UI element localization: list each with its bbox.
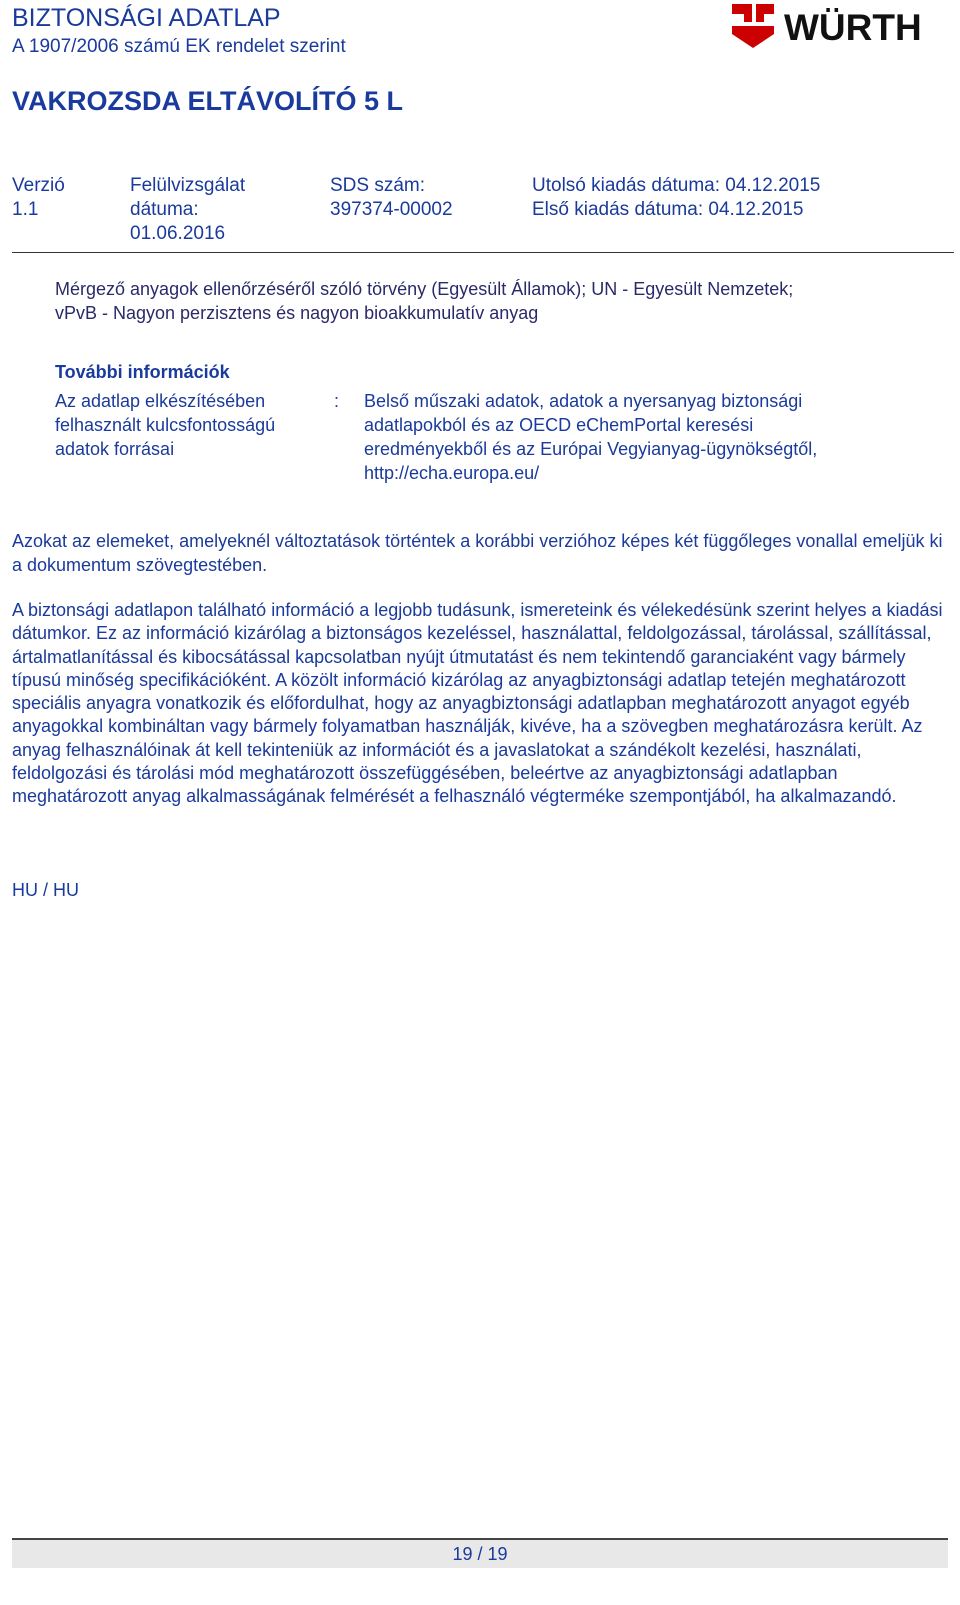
header-divider <box>12 252 954 253</box>
abbrev-line-2: vPvB - Nagyon perzisztens és nagyon bioakkumulatív anyag <box>55 303 539 323</box>
key-value-line-1: Belső műszaki adatok, adatok a nyersanyag biztonsági <box>364 391 803 411</box>
abbreviations-text <box>55 277 955 325</box>
document-subtitle: A 1907/2006 számú EK rendelet szerint <box>12 36 346 57</box>
review-date-value: 01.06.2016 <box>130 223 226 244</box>
wurth-logo-icon <box>730 0 955 52</box>
echa-link[interactable]: http://echa.europa.eu/ <box>364 463 540 483</box>
wurth-logo <box>730 0 955 52</box>
language-code: HU / HU <box>12 880 79 900</box>
key-label-line-3: adatok forrásai <box>55 439 175 459</box>
issue-dates-block <box>532 174 820 222</box>
review-date-block <box>130 174 245 246</box>
last-issue-date: Utolsó kiadás dátuma: 04.12.2015 <box>532 175 821 196</box>
changes-note-paragraph: Azokat az elemeket, amelyeknél változtatások történtek a korábbi verzióhoz képes két függőleges vonallal emeljük ki a dokumentum szövegtestében. <box>12 531 943 575</box>
section-heading-further-info: További információk <box>55 362 230 382</box>
disclaimer-paragraph: A biztonsági adatlapon található információ a legjobb tudásunk, ismereteink és vélekedésünk szerint helyes a kiadási dátumkor. Ez az információ kizárólag a biztonságos kezeléssel, használattal, feldolgozással, tárolással, szállítással, ártalmatlanítással és kibocsátással kapcsolatban nyújt útmutatást és nem tekintendő garanciaként vagy bármely típusú minőség specifikációként. A közölt információ kizárólag az anyagbiztonsági adatlap tetején meghatározott speciális anyagra vonatkozik és előfordulhat, hogy az anyagbiztonsági adatlapban meghatározott anyagot egyéb anyagokkal kombináltan vagy bármely folyamatban használják, kivéve, ha a szövegben meghatározásra került. Az anyag felhasználóinak át kell tekinteniük az információt és a javaslatokat a szándékolt kezelési, használati, feldolgozási és tárolási mód meghatározott összefüggésében, beleértve az anyagbiztonsági adatlapban meghatározott anyag alkalmasságának felmérését a felhasználó végterméke szempontjából, ha alkalmazandó. <box>12 600 943 807</box>
first-issue-date: Első kiadás dátuma: 04.12.2015 <box>532 199 804 220</box>
key-sources-value <box>364 389 924 485</box>
sds-value: 397374-00002 <box>330 199 453 220</box>
page-number: 19 / 19 <box>452 1544 508 1564</box>
version-label: Verzió <box>12 175 65 196</box>
key-sources-colon: : <box>334 391 340 411</box>
abbrev-line-1: Mérgező anyagok ellenőrzéséről szóló törvény (Egyesült Államok); UN - Egyesült Nemzetek; <box>55 279 794 299</box>
logo-wordmark: WÜRTH <box>784 7 922 48</box>
review-label-2: dátuma: <box>130 199 199 220</box>
key-sources-label <box>55 389 315 461</box>
review-label-1: Felülvizsgálat <box>130 175 246 196</box>
key-label-line-1: Az adatlap elkészítésében <box>55 391 266 411</box>
sds-number-block <box>330 174 453 222</box>
document-title: BIZTONSÁGI ADATLAP <box>12 4 281 32</box>
key-label-line-2: felhasznált kulcsfontosságú <box>55 415 276 435</box>
product-name: VAKROZSDA ELTÁVOLÍTÓ 5 L <box>12 86 403 116</box>
key-value-line-2: adatlapokból és az OECD eChemPortal keresési <box>364 415 754 435</box>
version-value: 1.1 <box>12 199 39 220</box>
key-value-line-3: eredményekből és az Európai Vegyianyag-ügynökségtől, <box>364 439 818 459</box>
version-block <box>12 174 65 222</box>
sds-label: SDS szám: <box>330 175 426 196</box>
